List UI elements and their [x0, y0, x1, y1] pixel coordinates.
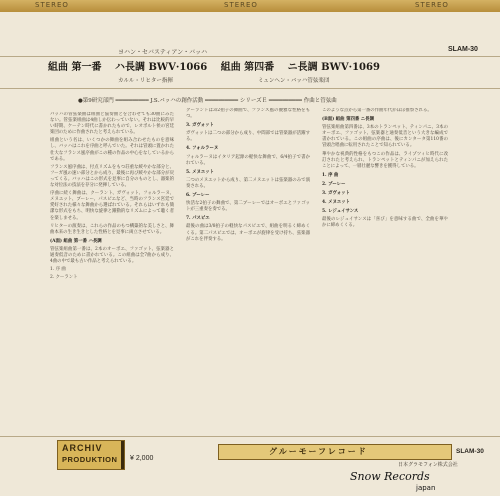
- col2-movement: 7. パスピエ: [186, 216, 210, 222]
- col3-movement: 4. メヌエット: [322, 200, 350, 206]
- divider-top: [0, 56, 500, 57]
- col3-movement: 2. ブーレー: [322, 181, 346, 187]
- col2-movement: 5. メヌエット: [186, 169, 214, 175]
- col2-para: 最後の曲は3/8拍子の軽快なパスピエで、組曲を明るく締めくくる。第二パスピエでは、オーボエが旋律を受け持ち、弦楽器がこれを伴奏する。: [186, 224, 310, 242]
- record-brand-box: [218, 444, 452, 460]
- catalog-number-bottom: SLAM-30: [456, 448, 484, 455]
- col2-para: ガヴォットは二つの部分から成り、中間部では管楽器が活躍する。: [186, 131, 310, 143]
- watermark-sub: japan: [416, 484, 436, 492]
- catalog-number-top: SLAM-30: [448, 46, 478, 53]
- col2-movement: 3. ガヴォット: [186, 123, 214, 129]
- title-suite-1-key: ハ長調 BWV·1066: [114, 62, 208, 73]
- title-suite-4: 組曲 第四番: [220, 62, 275, 73]
- col1-para: フランス風序曲は、付点リズムをもつ荘重な緩やかな部分と、フーガ風の速い部分とから成り、最後に再び緩やかな部分が戻ってくる。バッハはこの形式を見事に自分のものとし、器楽的な対位法の技法を存分に発揮している。: [50, 164, 174, 189]
- col2-para: 快活な2拍子の舞曲で、第二ブーレーではオーボエとファゴットが三重奏を奏でる。: [186, 201, 310, 213]
- col3-movement: 1. 序 曲: [322, 172, 339, 178]
- col1-para: 序曲に続く舞曲は、クーラント、ガヴォット、フォルラーヌ、メヌエット、ブーレー、パスピエなど、当時のフランス宮廷で愛好された様々な舞曲から選ばれている。それらはいずれも簡潔な形式をもち、明快な旋律と躍動的なリズムによって聴く者を楽しませる。: [50, 191, 174, 221]
- top-gold-band: [0, 0, 500, 12]
- col2-para: クーラントは3/2拍子の舞曲で、フランス風の優雅な性格をもつ。: [186, 108, 310, 120]
- logo-line-2: PRODUKTION: [62, 455, 118, 464]
- col3-movement: 5. レジュイサンス: [322, 209, 359, 215]
- column-3: [322, 108, 448, 430]
- col1-para: リヒターの演奏は、これらの作品のもつ構築的な美しさと、舞曲本来の生き生きとした性格とを見事に両立させている。: [50, 223, 174, 235]
- col2-movement: 6. ブーレー: [186, 193, 210, 199]
- divider-bottom: [0, 436, 500, 437]
- composer-name: ヨハン・セバスティアン・バッハ: [118, 49, 208, 56]
- column-1: [50, 112, 174, 430]
- col1-heading: (A面) 組曲 第一番 ハ長調: [50, 238, 102, 244]
- col1-para: 組曲という名は、いくつかの舞曲を組み合わせたものを意味し、バッハはこれを序曲と呼んでいた。それは冒頭に置かれた壮大なフランス風序曲がこの種の作品の中心をなしているからである。: [50, 138, 174, 162]
- conductor-credit: カルル・リヒター指揮: [118, 78, 173, 84]
- column-2: [186, 108, 310, 430]
- col3-para: 華やかな祝典的性格をもつこの作品は、ライプツィヒ時代に改訂されたと考えられ、トランペットとティンパニが加えられたことによって、一層壮麗な響きを獲得している。: [322, 151, 448, 169]
- col1-tail: 管弦楽組曲第一番は、2本のオーボエ、ファゴット、弦楽器と通奏低音のために書かれている。この組曲は全7曲から成り、4曲の中で最も古い作品と考えられている。: [50, 246, 174, 265]
- watermark-text: Snow Records: [350, 470, 430, 483]
- divider-credits: [0, 88, 500, 89]
- logo-bar: [121, 441, 124, 469]
- col3-para: 管弦楽組曲第四番は、3本のトランペット、ティンパニ、3本のオーボエ、ファゴット、弦楽器と通奏低音という大きな編成で書かれている。この組曲の序曲は、後にカンタータ第110番の冒頭合唱曲に転用されたことで知られている。: [322, 125, 448, 149]
- series-line: ●第9研究部門 ━━━━━━━━━━ J.S.バッハの創作活動 ━━━━━━━━━━ シリーズＥ ━━━━━━━━━━ 作曲と管弦曲: [78, 98, 337, 104]
- col1-para: バッハの管弦楽曲は組曲と協奏曲とを合わせても30曲にみたない。管弦楽組曲は4曲しか伝わっていない。それは比較的早い時期、ケーテン時代に書かれたもので、レオポルト侯の宮廷楽団のために作曲されたと考えられている。: [50, 112, 174, 136]
- col3-heading: (B面) 組曲 第四番 ニ長調: [322, 117, 374, 123]
- price: ¥ 2,000: [130, 455, 154, 462]
- orchestra-credit: ミュンヘン・バッハ管弦楽団: [258, 78, 330, 84]
- col2-movement: 4. フォルラーヌ: [186, 146, 219, 152]
- col2-para: 二つのメヌエットから成り、第二メヌエットは弦楽器のみで演奏される。: [186, 177, 310, 189]
- title-suite-1: 組曲 第一番: [48, 62, 102, 73]
- col3-movement: 3. ガヴォット: [322, 191, 350, 197]
- company-name: 日本グラモフォン株式会社: [398, 462, 458, 468]
- title-suite-4-key: ニ長調 BWV·1069: [287, 62, 380, 73]
- record-brand: グルーモーフレコード: [269, 446, 368, 456]
- logo-line-1: ARCHIV: [62, 443, 103, 453]
- col3-intro: このような点から第一番の作曲年代がほぼ推察される。: [322, 108, 432, 113]
- col3-para: 最後のレジュイサンスは「喜び」を意味する曲で、全曲を華やかに締めくくる。: [322, 217, 448, 229]
- archiv-produktion-logo: [57, 440, 125, 470]
- col2-para: フォルラーヌはイタリア起源の軽快な舞曲で、6/4拍子で書かれている。: [186, 154, 310, 166]
- stereo-label-mid: STEREO: [224, 1, 258, 9]
- stereo-label-right: STEREO: [415, 1, 449, 9]
- album-title: [48, 58, 418, 73]
- col1-tail: 2. クーラント: [50, 275, 78, 281]
- stereo-label-left: STEREO: [35, 1, 69, 9]
- col1-tail: 1. 序 曲: [50, 267, 66, 273]
